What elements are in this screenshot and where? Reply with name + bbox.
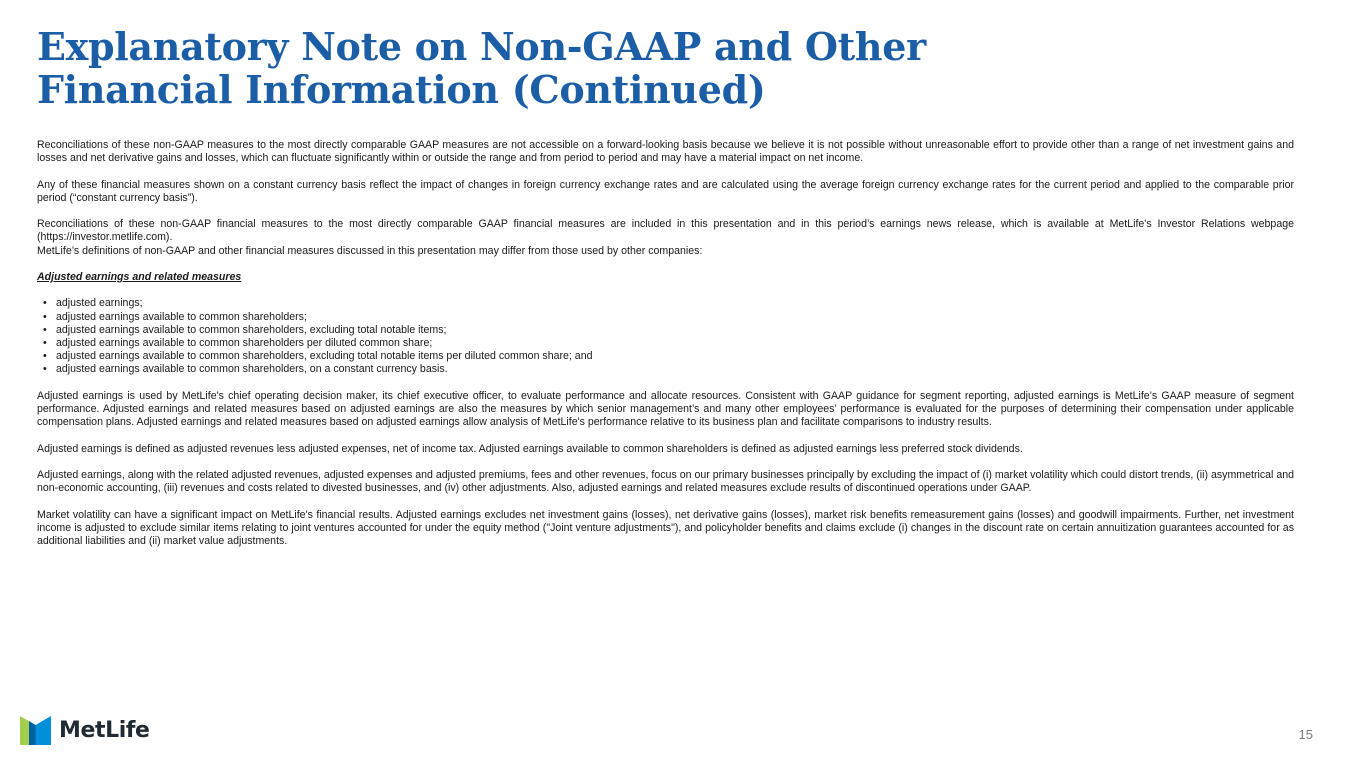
- paragraph-reconciliations: Reconciliations of these non-GAAP financial measures to the most directly comparable GAAP financial measures are included in this presentation and in this period’s earnings news release, which is available at MetLife's Investor Relations webpage (https://investor.metlife.com).: [37, 218, 1294, 244]
- note-body: [37, 139, 1294, 561]
- page-title-line-1: Explanatory Note on Non-GAAP and Other: [37, 24, 926, 69]
- measures-list: [37, 297, 1294, 376]
- logo-wordmark: MetLife: [59, 717, 150, 743]
- paragraph-constant-currency: Any of these financial measures shown on a constant currency basis reflect the impact of changes in foreign currency exchange rates and are calculated using the average foreign currency exchange rates for the current period and applied to the comparable prior period (“constant currency basis”).: [37, 178, 1294, 204]
- list-item: • adjusted earnings available to common shareholders, excluding total notable items;: [37, 324, 1294, 337]
- list-item: • adjusted earnings;: [37, 297, 1294, 310]
- paragraph-adjusted-earnings-use: Adjusted earnings is used by MetLife's chief operating decision maker, its chief executive officer, to evaluate performance and allocate resources. Consistent with GAAP guidance for segment reporting, adjusted earnings is MetLife’s GAAP measure of segment performance. Adjusted earnings and related measures based on adjusted earnings are also the measures by which senior management’s and many other employees’ performance is evaluated for the purposes of determining their compensation under applicable compensation plans. Adjusted earnings and related measures based on adjusted earnings allow analysis of MetLife's performance relative to its business plan and facilitate comparisons to industry results.: [37, 389, 1294, 429]
- list-item: • adjusted earnings available to common shareholders, on a constant currency basis.: [37, 363, 1294, 376]
- metlife-logo: [20, 715, 150, 745]
- list-item: • adjusted earnings available to common shareholders per diluted common share;: [37, 337, 1294, 350]
- metlife-m-logo-icon: [20, 716, 51, 745]
- list-item: • adjusted earnings available to common shareholders, excluding total notable items per diluted common share; and: [37, 350, 1294, 363]
- paragraph-adjusted-earnings-focus: Adjusted earnings, along with the related adjusted revenues, adjusted expenses and adjusted premiums, fees and other revenues, focus on our primary businesses principally by excluding the impact of (i) market volatility which could distort trends, (ii) asymmetrical and non-economic accounting, (iii) revenues and costs related to divested businesses, and (iv) other adjustments. Also, adjusted earnings and related measures exclude results of discontinued operations under GAAP.: [37, 468, 1294, 495]
- page-title: [37, 25, 1037, 111]
- paragraph-forward-looking: Reconciliations of these non-GAAP measures to the most directly comparable GAAP measures are not accessible on a forward-looking basis because we believe it is not possible without unreasonable effort to provide other than a range of net investment gains and losses and net derivative gains and losses, which can fluctuate significantly within or outside the range and from period to period and may have a material impact on net income.: [37, 139, 1294, 165]
- page-title-line-2: Financial Information (Continued): [37, 67, 766, 112]
- paragraph-adjusted-earnings-definition: Adjusted earnings is defined as adjusted revenues less adjusted expenses, net of income tax. Adjusted earnings available to common shareholders is defined as adjusted earnings less preferred stock dividends.: [37, 442, 1023, 455]
- paragraph-definitions: MetLife’s definitions of non-GAAP and other financial measures discussed in this presentation may differ from those used by other companies:: [37, 244, 703, 257]
- section-heading: Adjusted earnings and related measures: [37, 270, 242, 283]
- page-number: 15: [1298, 727, 1313, 742]
- list-item: • adjusted earnings available to common shareholders;: [37, 311, 1294, 324]
- paragraph-market-volatility: Market volatility can have a significant impact on MetLife's financial results. Adjusted earnings excludes net investment gains (losses), net derivative gains (losses), market risk benefits remeasurement gains (losses) and goodwill impairments. Further, net investment income is adjusted to exclude similar items relating to joint ventures accounted for under the equity method ("Joint venture adjustments"), and policyholder benefits and claims exclude (i) changes in the discount rate on certain annuitization guarantees accounted for as additional liabilities and (ii) market value adjustments.: [37, 508, 1294, 547]
